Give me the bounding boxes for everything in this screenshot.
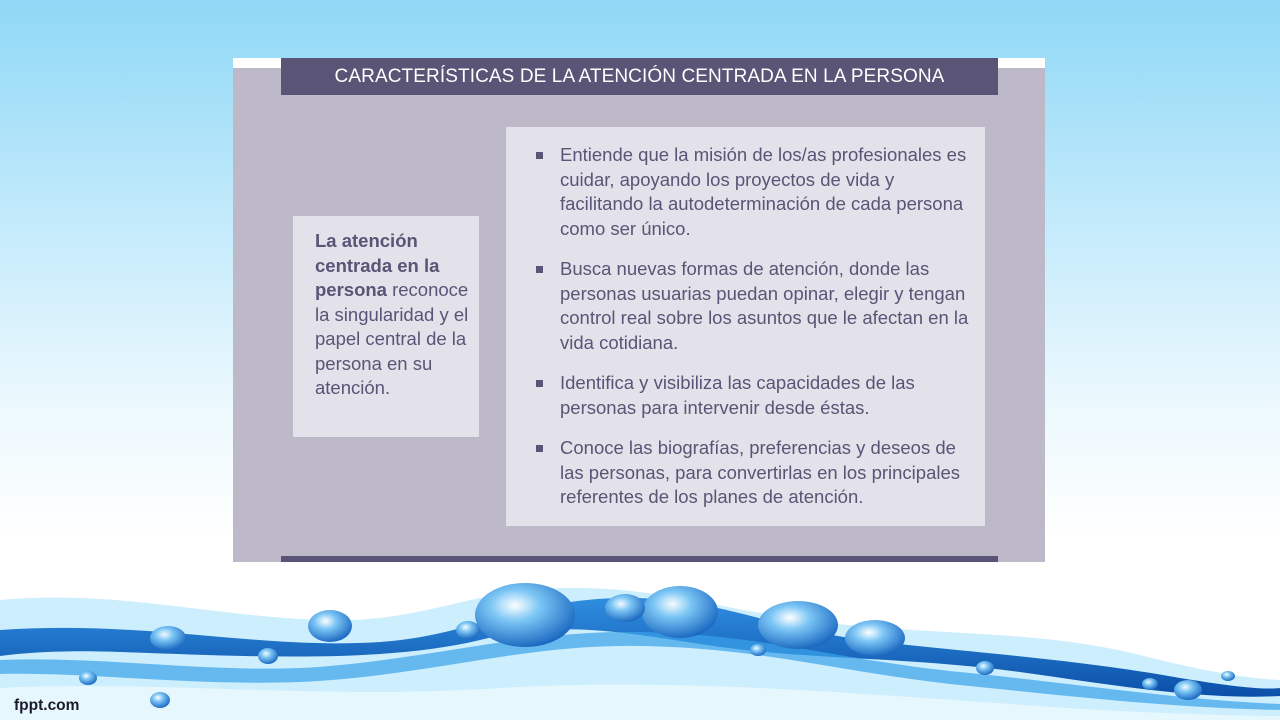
slide-title-bar xyxy=(281,58,998,95)
square-bullet-icon xyxy=(536,266,543,273)
bullet-item xyxy=(534,436,971,510)
summary-text: reconoce la singularidad y el papel central de la persona en su atención. xyxy=(315,279,469,398)
square-bullet-icon xyxy=(536,152,543,159)
bullet-item xyxy=(534,371,971,420)
bullet-text: Entiende que la misión de los/as profesionales es cuidar, apoyando los proyectos de vida y facilitando la autodeterminación de cada persona como ser único. xyxy=(560,144,967,239)
bullet-box xyxy=(506,127,985,526)
brand-footer: fppt.com xyxy=(14,697,80,714)
bullet-text: Identifica y visibiliza las capacidades de las personas para intervenir desde éstas. xyxy=(560,372,915,418)
bullet-item xyxy=(534,143,971,241)
summary-bold-text: La atención centrada en la persona xyxy=(315,230,440,300)
slide-title: CARACTERÍSTICAS DE LA ATENCIÓN CENTRADA EN LA PERSONA xyxy=(334,65,945,87)
square-bullet-icon xyxy=(536,380,543,387)
square-bullet-icon xyxy=(536,445,543,452)
summary-box xyxy=(293,216,479,437)
bullet-item xyxy=(534,257,971,355)
water-wave-decoration xyxy=(0,560,1280,720)
bullet-text: Conoce las biografías, preferencias y deseos de las personas, para convertirlas en los principales referentes de los planes de atención. xyxy=(560,437,961,507)
content-card xyxy=(233,58,1045,562)
card-bottom-bar xyxy=(281,556,998,562)
bullet-list xyxy=(534,143,971,510)
bullet-text: Busca nuevas formas de atención, donde las personas usuarias puedan opinar, elegir y tengan control real sobre los asuntos que le afectan en la vida cotidiana. xyxy=(560,258,969,353)
